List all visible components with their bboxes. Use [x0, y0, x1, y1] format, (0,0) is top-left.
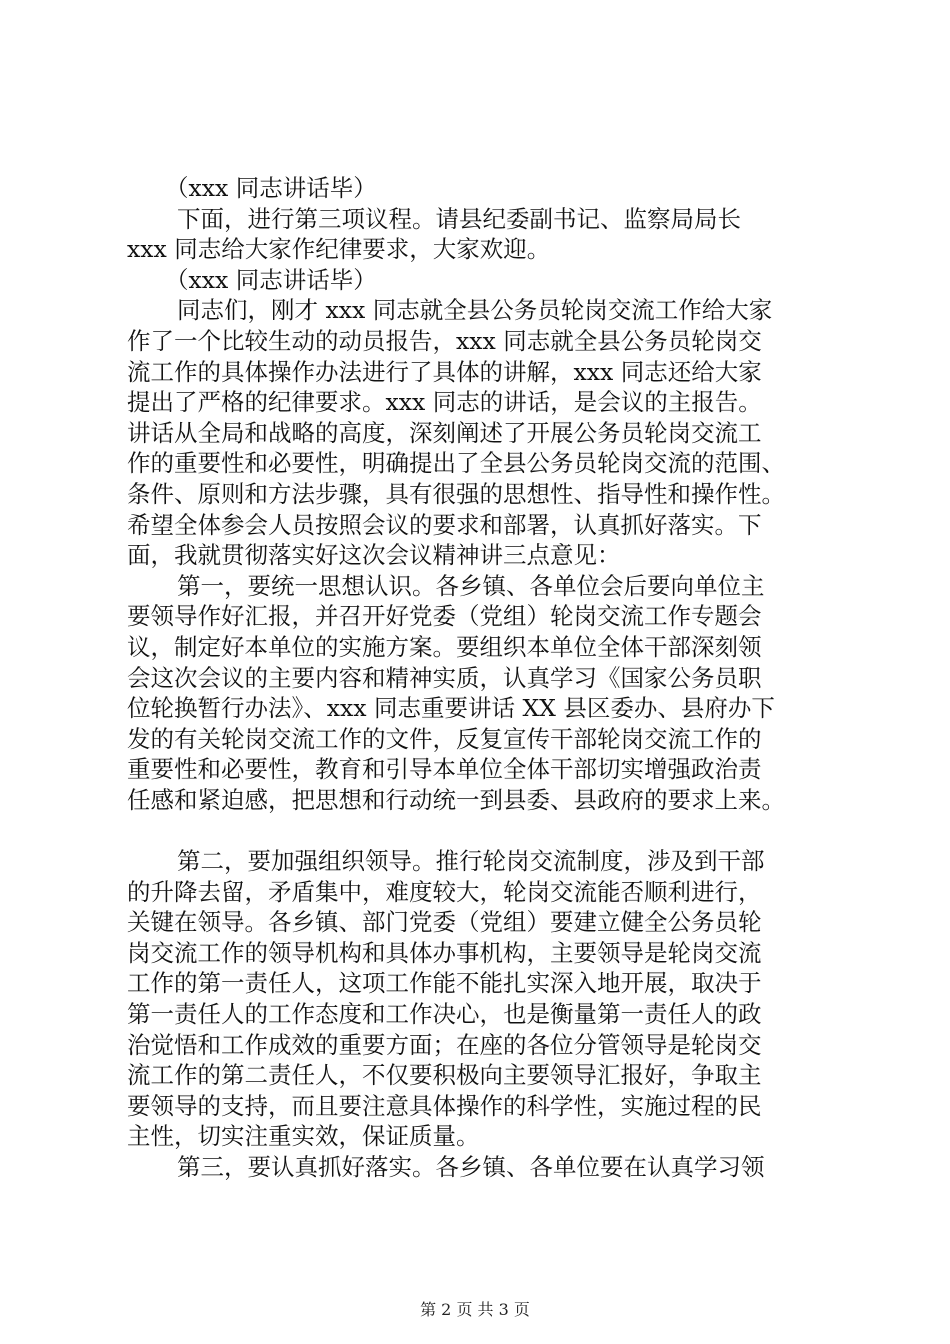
text-line: （xxx 同志讲话毕） — [165, 265, 377, 294]
text-line: 同志们，刚才 xxx 同志就全县公务员轮岗交流工作给大家 — [177, 296, 773, 325]
text-line: 提出了严格的纪律要求。xxx 同志的讲话，是会议的主报告。 — [127, 388, 762, 417]
text-line: 讲话从全局和战略的高度，深刻阐述了开展公务员轮岗交流工 — [127, 418, 762, 447]
text-line: 要领导的支持，而且要注意具体操作的科学性，实施过程的民 — [127, 1091, 762, 1120]
text-line: 岗交流工作的领导机构和具体办事机构，主要领导是轮岗交流 — [127, 938, 762, 967]
page-footer: 第 2 页 共 3 页 — [420, 1300, 530, 1319]
text-line: 流工作的具体操作办法进行了具体的讲解，xxx 同志还给大家 — [127, 357, 762, 386]
text-line: 发的有关轮岗交流工作的文件，反复宣传干部轮岗交流工作的 — [127, 724, 762, 753]
text-line: 要领导作好汇报，并召开好党委（党组）轮岗交流工作专题会 — [127, 602, 762, 631]
text-line: 希望全体参会人员按照会议的要求和部署，认真抓好落实。下 — [127, 510, 762, 539]
text-line: 第三，要认真抓好落实。各乡镇、各单位要在认真学习领 — [177, 1153, 765, 1181]
text-line: 议，制定好本单位的实施方案。要组织本单位全体干部深刻领 — [127, 632, 762, 661]
text-line: 位轮换暂行办法》、xxx 同志重要讲话 XX 县区委办、县府办下 — [127, 694, 775, 723]
text-line: 任感和紧迫感，把思想和行动统一到县委、县政府的要求上来。 — [127, 785, 785, 814]
text-line: 面，我就贯彻落实好这次会议精神讲三点意见： — [127, 541, 621, 570]
text-line: 条件、原则和方法步骤，具有很强的思想性、指导性和操作性。 — [127, 479, 785, 508]
text-line: 第一责任人的工作态度和工作决心，也是衡量第一责任人的政 — [127, 1000, 762, 1029]
text-line: 流工作的第二责任人，不仅要积极向主要领导汇报好，争取主 — [127, 1061, 762, 1090]
text-line: xxx 同志给大家作纪律要求，大家欢迎。 — [127, 235, 551, 264]
blank-line — [127, 815, 832, 846]
text-line: 下面，进行第三项议程。请县纪委副书记、监察局局长 — [177, 204, 741, 233]
text-line: 关键在领导。各乡镇、部门党委（党组）要建立健全公务员轮 — [127, 908, 762, 937]
text-line: （xxx 同志讲话毕） — [165, 174, 377, 202]
text-line: 工作的第一责任人，这项工作能不能扎实深入地开展，取决于 — [127, 969, 762, 998]
text-line: 治觉悟和工作成效的重要方面；在座的各位分管领导是轮岗交 — [127, 1030, 762, 1059]
text-line: 主性，切实注重实效，保证质量。 — [127, 1122, 480, 1151]
text-line: 重要性和必要性，教育和引导本单位全体干部切实增强政治责 — [127, 755, 762, 784]
text-line: 的升降去留，矛盾集中，难度较大，轮岗交流能否顺利进行， — [127, 877, 762, 906]
document-body — [127, 173, 832, 1183]
text-line: 作的重要性和必要性，明确提出了全县公务员轮岗交流的范围、 — [127, 449, 785, 478]
text-line: 第二，要加强组织领导。推行轮岗交流制度，涉及到干部 — [177, 847, 765, 876]
text-line: 作了一个比较生动的动员报告，xxx 同志就全县公务员轮岗交 — [127, 326, 762, 355]
text-line: 会这次会议的主要内容和精神实质，认真学习《国家公务员职 — [127, 663, 762, 692]
text-line: 第一，要统一思想认识。各乡镇、各单位会后要向单位主 — [177, 571, 765, 600]
